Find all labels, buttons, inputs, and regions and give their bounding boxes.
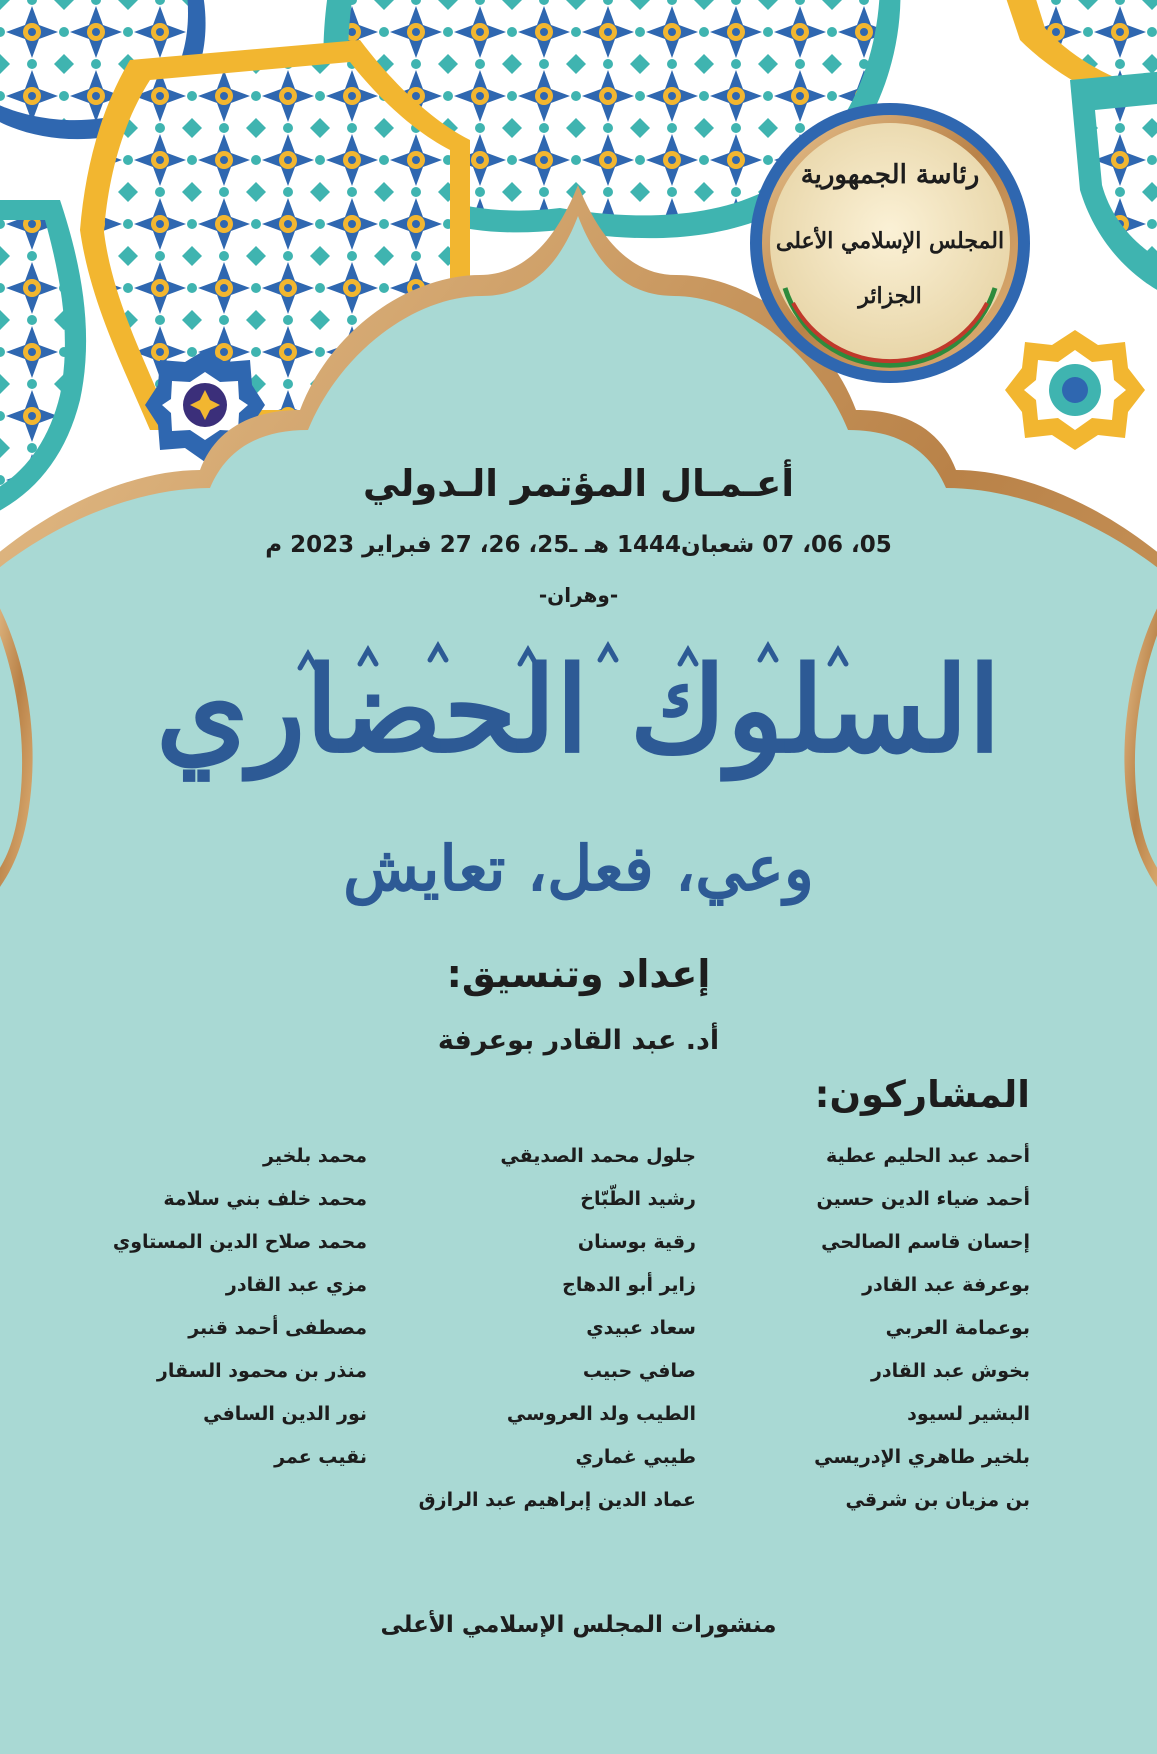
participant-name: مزي عبد القادر	[225, 1274, 367, 1296]
editor-name: أد. عبد القادر بوعرفة	[437, 1025, 720, 1056]
conference-dates: 05، 06، 07 شعبان1444 هـ ـ25، 26، 27 فبراير 2023 م	[265, 532, 892, 558]
conference-city: -وهران-	[538, 583, 619, 607]
participant-name: رقية بوسنان	[577, 1231, 696, 1253]
participant-name: مصطفى أحمد قنبر	[188, 1317, 367, 1339]
participant-name: منذر بن محمود السقار	[156, 1360, 367, 1382]
participant-name: سعاد عبيدي	[586, 1317, 696, 1339]
supreme-islamic-council-seal	[745, 98, 1035, 388]
seal-middle-text: المجلس الإسلامي الأعلى	[775, 228, 1005, 254]
participant-name: نور الدين السافي	[203, 1403, 367, 1425]
seal-bottom-text: الجزائر	[858, 283, 922, 309]
participant-name: محمد خلف بني سلامة	[163, 1188, 367, 1210]
participant-name: جلول محمد الصديقي	[500, 1145, 696, 1167]
participant-name: أحمد ضياء الدين حسين	[816, 1188, 1030, 1210]
participant-name: محمد صلاح الدين المستاوي	[112, 1231, 367, 1253]
participant-name: زاير أبو الدهاج	[562, 1274, 696, 1296]
participant-name: بوعرفة عبد القادر	[862, 1274, 1030, 1296]
participants-column-1	[814, 1139, 1030, 1526]
participants-column-3	[113, 1139, 367, 1483]
participant-name: بخوش عبد القادر	[870, 1360, 1030, 1382]
preparation-label: إعداد وتنسيق:	[446, 952, 711, 996]
participant-name: بلخير طاهري الإدريسي	[814, 1446, 1030, 1468]
participant-name: بن مزيان بن شرقي	[845, 1489, 1030, 1511]
conference-title: أعـمـال المؤتمر الـدولي	[362, 462, 795, 505]
seal-top-text: رئاسة الجمهورية	[800, 160, 980, 190]
participant-name: رشيد الطّبّاخ	[580, 1188, 696, 1210]
participant-name: الطيب ولد العروسي	[506, 1403, 696, 1425]
participant-name: محمد بلخير	[263, 1145, 367, 1167]
participant-name: عماد الدين إبراهيم عبد الرازق	[418, 1489, 696, 1511]
participant-name: البشير لسيود	[907, 1403, 1030, 1425]
publisher-line: منشورات المجلس الإسلامي الأعلى	[380, 1612, 777, 1638]
participant-name: نقيب عمر	[274, 1446, 367, 1468]
participant-name: أحمد عبد الحليم عطية	[826, 1145, 1030, 1167]
book-title: السلوك الحضاري	[156, 640, 1001, 779]
participant-name: بوعمامة العربي	[885, 1317, 1030, 1339]
participants-column-2	[419, 1139, 696, 1526]
book-subtitle: وعي، فعل، تعايش	[343, 832, 814, 905]
participants-label: المشاركون:	[814, 1073, 1030, 1116]
participant-name: إحسان قاسم الصالحي	[821, 1231, 1030, 1253]
participant-name: طيبي غماري	[575, 1446, 696, 1468]
participant-name: صافي حبيب	[582, 1360, 696, 1382]
